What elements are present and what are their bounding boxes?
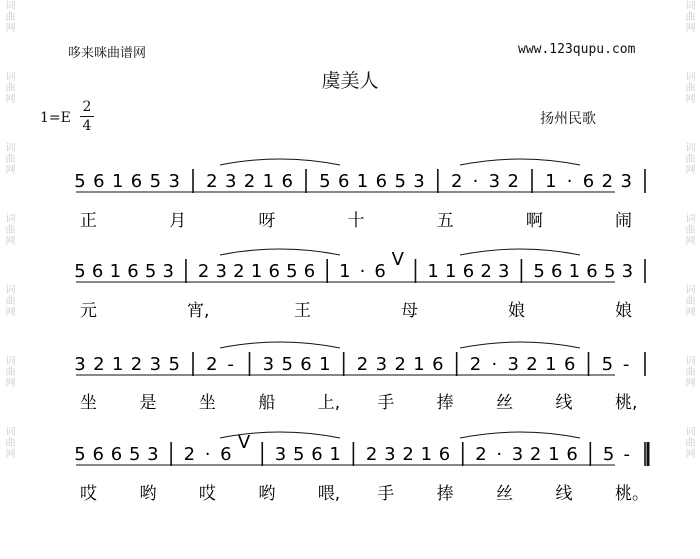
note: 1 (319, 354, 331, 375)
lyric-syllable: 是 (139, 393, 157, 413)
note: 2 (197, 261, 210, 282)
note: 6 (311, 444, 323, 465)
lyric-syllable: 线 (555, 393, 573, 413)
watermark-text: 词曲网 (3, 284, 14, 317)
note: 1 (339, 261, 351, 282)
note: 3 (149, 354, 162, 375)
note: 6 (586, 261, 598, 282)
lyric-syllable: 月 (169, 211, 187, 231)
key-signature: 1=E (40, 110, 71, 126)
site-name: 哆来咪曲谱网 (68, 46, 147, 61)
note: 2 (480, 261, 492, 282)
lyric-syllable: 坐 (198, 393, 216, 413)
note: · (204, 444, 211, 465)
note: 1 (250, 261, 263, 282)
note: 6 (220, 444, 232, 465)
note: 2 (206, 354, 218, 375)
note: 3 (621, 261, 634, 282)
note: 3 (375, 354, 388, 375)
lyric-syllable: 十 (347, 211, 365, 231)
note: 3 (413, 171, 425, 192)
note: 3 (498, 261, 510, 282)
note: 5 (286, 261, 298, 282)
lyric-syllable: 王 (294, 301, 311, 321)
breath-mark: V (391, 249, 404, 270)
lyric-syllable: 手 (377, 393, 395, 413)
watermark-text: 词曲网 (3, 426, 14, 459)
note: 6 (566, 444, 578, 465)
note: 3 (620, 171, 632, 192)
note: 5 (319, 171, 331, 192)
note: 3 (511, 444, 524, 465)
note: 2 (507, 171, 519, 192)
note: 5 (281, 354, 293, 375)
site-url: www.123qupu.com (518, 42, 636, 57)
slur (220, 159, 340, 165)
time-signature-top: 2 (82, 99, 92, 115)
note: 1 (109, 261, 122, 282)
note: 6 (582, 171, 595, 192)
note: 2 (469, 354, 482, 375)
note: 2 (93, 354, 105, 375)
note: 5 (74, 171, 86, 192)
lyric-syllable: 捧 (436, 484, 454, 504)
note: · (491, 354, 498, 375)
note: 3 (74, 354, 86, 375)
note: 6 (93, 171, 105, 192)
watermark-text: 词曲网 (3, 0, 14, 33)
lyric-syllable: 哟 (258, 484, 276, 504)
note: 3 (168, 171, 180, 192)
note: 2 (356, 354, 369, 375)
note: 1 (427, 261, 439, 282)
note: 1 (111, 171, 124, 192)
note: 1 (420, 444, 433, 465)
slur (460, 159, 580, 165)
note: 2 (450, 171, 463, 192)
watermark-text: 词曲网 (683, 426, 694, 459)
note: 1 (548, 444, 560, 465)
note: 6 (268, 261, 280, 282)
note: 3 (147, 444, 159, 465)
note: 5 (128, 444, 141, 465)
note: 5 (74, 261, 86, 282)
note: 6 (303, 261, 316, 282)
note: - (623, 444, 631, 465)
note: · (359, 261, 366, 282)
slur (460, 249, 580, 255)
note: 2 (402, 444, 414, 465)
lyric-syllable: 桃, (615, 393, 638, 413)
lyric-syllable: 船 (258, 393, 276, 413)
note: 6 (432, 354, 444, 375)
lyric-syllable: 桃。 (615, 484, 649, 504)
note: 5 (144, 261, 157, 282)
note: 2 (243, 171, 256, 192)
note: - (227, 354, 234, 375)
note: 3 (384, 444, 396, 465)
note: 1 (329, 444, 341, 465)
note: 5 (149, 171, 162, 192)
lyric-syllable: 五 (436, 211, 454, 231)
note: 2 (475, 444, 487, 465)
note: 5 (292, 444, 305, 465)
watermark-text: 词曲网 (3, 355, 14, 388)
note: 6 (127, 261, 139, 282)
time-signature-bottom: 4 (82, 118, 92, 134)
note: 3 (224, 171, 237, 192)
watermark-text: 词曲网 (683, 142, 694, 175)
note: 6 (300, 354, 312, 375)
watermark-text: 词曲网 (683, 71, 694, 104)
note: - (622, 354, 630, 375)
note: 5 (74, 444, 86, 465)
note: 1 (111, 354, 124, 375)
lyric-syllable: 哟 (139, 484, 157, 504)
note: 6 (91, 261, 104, 282)
note: 2 (365, 444, 378, 465)
slur (460, 432, 580, 438)
watermark-text: 词曲网 (3, 71, 14, 104)
lyric-syllable: 元 (80, 301, 97, 321)
note: 6 (374, 261, 386, 282)
watermark-text: 词曲网 (683, 0, 694, 33)
note: 2 (394, 354, 406, 375)
lyric-syllable: 正 (80, 211, 97, 231)
note: 2 (130, 354, 143, 375)
note: 6 (110, 444, 123, 465)
watermark-text: 词曲网 (683, 213, 694, 246)
lyric-syllable: 娘 (508, 301, 525, 321)
note: · (472, 171, 479, 192)
note: 3 (215, 261, 227, 282)
note: 6 (92, 444, 104, 465)
lyric-syllable: 宵, (187, 301, 210, 321)
lyric-syllable: 线 (555, 484, 573, 504)
lyric-syllable: 丝 (496, 484, 514, 504)
note: 5 (533, 261, 545, 282)
note: 5 (168, 354, 180, 375)
note: 6 (130, 171, 143, 192)
slur (220, 249, 340, 255)
watermark-text: 词曲网 (3, 142, 14, 175)
note: 6 (462, 261, 475, 282)
watermark-text: 词曲网 (683, 284, 694, 317)
note: 1 (262, 171, 275, 192)
note: 2 (529, 444, 542, 465)
lyric-syllable: 娘 (615, 301, 632, 321)
note: 1 (445, 261, 457, 282)
note: 6 (438, 444, 451, 465)
lyric-syllable: 哎 (80, 484, 97, 504)
lyric-syllable: 哎 (198, 484, 216, 504)
lyric-syllable: 闹 (615, 211, 632, 231)
lyric-syllable: 手 (377, 484, 395, 504)
lyric-syllable: 坐 (80, 393, 97, 413)
lyric-syllable: 捧 (436, 393, 454, 413)
note: 3 (274, 444, 287, 465)
note: 6 (563, 354, 576, 375)
lyric-syllable: 喂, (317, 484, 341, 504)
note: 3 (488, 171, 501, 192)
note: 1 (545, 171, 557, 192)
note: 1 (568, 261, 581, 282)
note: 6 (375, 171, 388, 192)
note: 5 (394, 171, 406, 192)
note: 3 (162, 261, 175, 282)
note: 3 (507, 354, 519, 375)
watermark-text: 词曲网 (683, 355, 694, 388)
breath-mark: V (237, 432, 251, 453)
lyric-syllable: 啊 (525, 211, 543, 231)
note: 1 (356, 171, 369, 192)
song-title: 虞美人 (321, 70, 379, 92)
note: 6 (337, 171, 350, 192)
lyric-syllable: 丝 (496, 393, 514, 413)
note: 6 (550, 261, 563, 282)
lyric-syllable: 呀 (258, 211, 276, 231)
watermark-text: 词曲网 (3, 213, 14, 246)
note: 3 (262, 354, 275, 375)
note: 5 (601, 354, 614, 375)
note: 1 (413, 354, 425, 375)
note: 5 (602, 444, 615, 465)
slur (460, 342, 580, 348)
note: 2 (601, 171, 614, 192)
lyric-syllable: 上, (317, 393, 341, 413)
note: 1 (545, 354, 557, 375)
note: 2 (206, 171, 218, 192)
composer: 扬州民歌 (540, 111, 596, 127)
note: · (496, 444, 503, 465)
note: 2 (183, 444, 196, 465)
note: 2 (233, 261, 245, 282)
note: · (566, 171, 573, 192)
note: 2 (526, 354, 538, 375)
lyric-syllable: 母 (401, 301, 418, 321)
slur (220, 342, 340, 348)
note: 6 (281, 171, 293, 192)
note: 5 (603, 261, 616, 282)
